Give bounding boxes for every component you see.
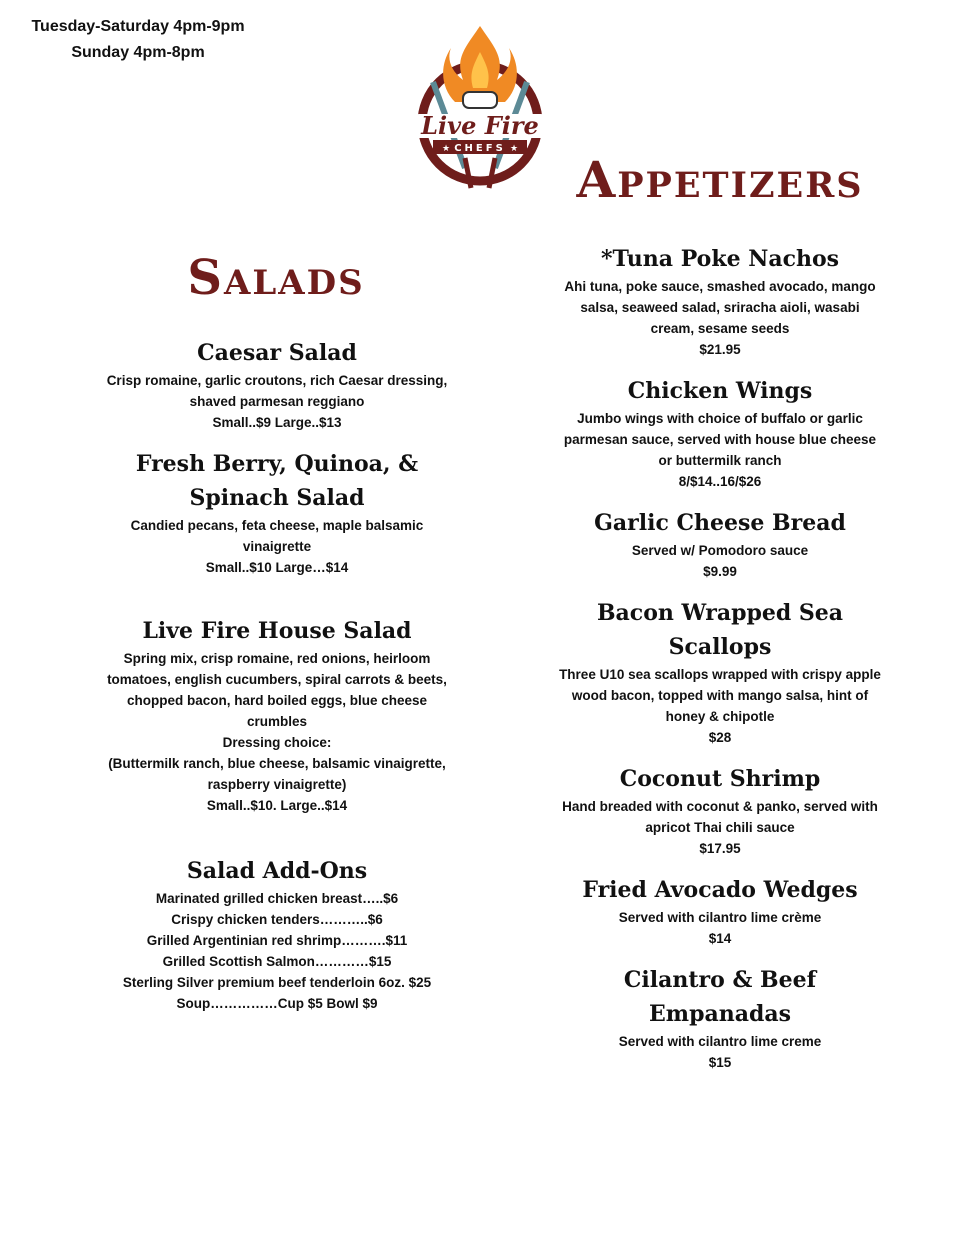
menu-item-caesar-salad: [96, 336, 458, 433]
svg-text:★: ★: [442, 143, 451, 153]
menu-item-chicken-wings: [558, 374, 882, 492]
item-name: Caesar Salad: [197, 340, 357, 366]
menu-item-beef-empanadas: [558, 963, 882, 1073]
item-name: Coconut Shrimp: [619, 766, 821, 792]
hours-block: [0, 14, 276, 66]
salads-column: [96, 336, 458, 1014]
item-name: Chicken Wings: [627, 378, 813, 404]
addons-title: Salad Add-Ons: [186, 858, 368, 884]
logo-name: Live Fire: [421, 111, 539, 140]
item-price: $14: [708, 931, 732, 946]
svg-text:★: ★: [510, 143, 519, 153]
salad-addons: [96, 854, 458, 1014]
item-name: Fried Avocado Wedges: [582, 877, 858, 903]
item-name: Bacon Wrapped Sea Scallops: [596, 600, 844, 660]
menu-item-berry-quinoa-salad: [96, 447, 458, 578]
item-price: 8/$14..16/$26: [678, 474, 762, 489]
item-price: Small..$10 Large…$14: [205, 560, 349, 575]
hours-sunday: Sunday 4pm-8pm: [71, 44, 205, 61]
appetizers-title: Appetizers: [576, 150, 864, 209]
item-description: Crisp romaine, garlic croutons, rich Caesar dressing, shaved parmesan reggiano: [106, 373, 448, 409]
item-price: Small..$9 Large..$13: [212, 415, 342, 430]
salads-title: Salads: [187, 250, 365, 306]
hours-weekday: Tuesday-Saturday 4pm-9pm: [31, 18, 245, 35]
item-dressing-options: (Buttermilk ranch, blue cheese, balsamic vinaigrette, raspberry vinaigrette): [108, 756, 446, 792]
item-price: Small..$10. Large..$14: [206, 798, 348, 813]
item-name: Live Fire House Salad: [142, 618, 412, 644]
item-price: $17.95: [699, 841, 741, 856]
item-description: Spring mix, crisp romaine, red onions, heirloom tomatoes, english cucumbers, spiral carrots & beets, chopped bacon, hard boiled eggs, blue cheese crumbles: [107, 651, 447, 729]
item-description: Candied pecans, feta cheese, maple balsamic vinaigrette: [130, 518, 424, 554]
menu-item-bacon-wrapped-scallops: [558, 596, 882, 748]
item-name: Fresh Berry, Quinoa, & Spinach Salad: [135, 451, 419, 511]
item-description: Hand breaded with coconut & panko, served with apricot Thai chili sauce: [562, 799, 878, 835]
item-price: $9.99: [703, 564, 737, 579]
menu-item-house-salad: [96, 614, 458, 816]
item-name: Garlic Cheese Bread: [594, 510, 846, 536]
menu-item-fried-avocado-wedges: [558, 873, 882, 949]
appetizers-column: [558, 242, 882, 1073]
item-description: Served w/ Pomodoro sauce: [631, 543, 809, 558]
item-description: Served with cilantro lime crème: [618, 910, 822, 925]
item-price: $28: [708, 730, 732, 745]
menu-item-garlic-cheese-bread: [558, 506, 882, 582]
menu-item-tuna-poke-nachos: [558, 242, 882, 360]
addon-line: Sterling Silver premium beef tenderloin 6oz. $25: [122, 975, 432, 990]
item-price: $15: [708, 1055, 732, 1070]
addon-line: Soup……………Cup $5 Bowl $9: [176, 996, 378, 1011]
item-description: Jumbo wings with choice of buffalo or garlic parmesan sauce, served with house blue cheese or buttermilk ranch: [563, 411, 877, 468]
item-description: Ahi tuna, poke sauce, smashed avocado, mango salsa, seaweed salad, sriracha aioli, wasabi cream, sesame seeds: [564, 279, 876, 336]
item-dressing-label: Dressing choice:: [222, 735, 332, 750]
addon-line: Crispy chicken tenders………..$6: [171, 912, 383, 927]
item-name: Cilantro & Beef Empanadas: [623, 967, 817, 1027]
item-description: Served with cilantro lime creme: [618, 1034, 822, 1049]
addon-line: Grilled Argentinian red shrimp……….$11: [146, 933, 408, 948]
menu-item-coconut-shrimp: [558, 762, 882, 859]
addon-line: Grilled Scottish Salmon…………$15: [162, 954, 392, 969]
item-price: $21.95: [699, 342, 741, 357]
item-name: *Tuna Poke Nachos: [600, 246, 840, 272]
item-description: Three U10 sea scallops wrapped with crispy apple wood bacon, topped with mango salsa, hint of honey & chipotle: [559, 667, 881, 724]
logo-subtitle: CHEFS: [454, 143, 506, 154]
addon-line: Marinated grilled chicken breast…..$6: [155, 891, 399, 906]
